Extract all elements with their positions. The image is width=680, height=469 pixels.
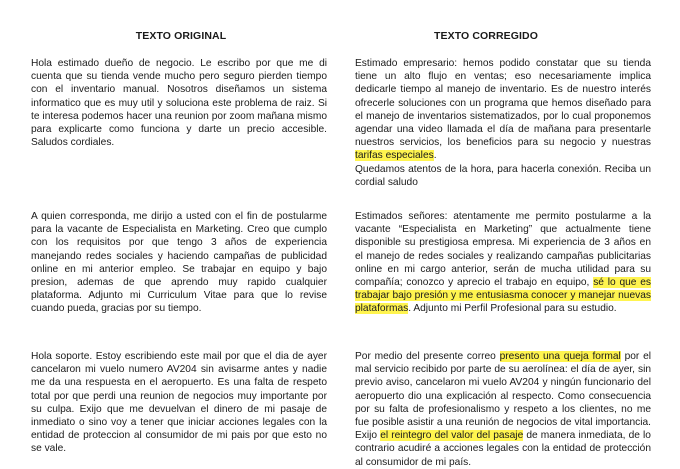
text-segment: Estimados señores: atentamente me permito postularme a la vacante “Especialista en Marketing” que actualmente tiene disponible su prestigiosa empresa. Mi experiencia de 3 años en el manejo de redes sociales y realizando campañas publicitarias online en mi cargo anterior, serán de mucha utilidad para su compañía; conozco y aprecio el trabajo en equipo,: [355, 211, 651, 289]
highlighted-phrase: sé lo que es trabajar bajo presión y me entusiasma conocer y manejar nuevas plataformas: [355, 277, 652, 315]
text-segment: de manera inmediata, de lo contrario acudiré a acciones legales con la entidad de protección al consumidor de mi país.: [355, 430, 651, 468]
text-segment: . Adjunto mi Perfil Profesional para su estudio.: [408, 303, 617, 315]
original-text-3: Hola soporte. Estoy escribiendo este mail por que el dia de ayer cancelaron mi vuelo numero AV204 sin avisarme antes y nadie me da una respuesta en el aeropuerto. Es una falta de respeto total por que perdi una reunion de negocios muy importante por su culpa. Exijo que me devuelvan el dinero de mi pasaje de inmediato o sino voy a tener que iniciar acciones legales con la entidad de proteccion al consumidor de mi pais por que esto no se vale.: [31, 351, 327, 455]
highlighted-phrase: presento una queja formal: [499, 351, 621, 362]
original-text-2: A quien corresponda, me dirijo a usted con el fin de postularme para la vacante de Especialista en Marketing. Creo que cumplo con los requisitos por que tengo 3 años de experiencia manejando redes sociales y haciendo campañas de publicidad online en mi anterior empleo. Se trabajar en equipo y bajo presion, ademas de que aprendo muy rapido cualquier plataforma. Adjunto mi Curriculum Vitae para que lo revise cuando pueda, gracias por su tiempo.: [31, 211, 327, 315]
text-segment: Estimado empresario: hemos podido constatar que su tienda tiene un alto flujo en ventas; eso necesariamente implica dedicarle tiempo al manejo de inventario. Es de nuestro interés ofrecerle soluciones con un programa que hemos diseñado para el manejo de inventarios sistematizados, por lo cual proponemos agendar una video llamada el día de mañana para presentarle nuestros servicios, los beneficios para su negocio y nuestras: [355, 58, 651, 149]
original-text-1: Hola estimado dueño de negocio. Le escribo por que me di cuenta que su tienda vende mucho pero seguro pierden tiempo con el inventario manual. Nosotros diseñamos un sistema informatico que es muy util y soluciona este problema de raiz. Si te interesa podemos hacer una reunion por zoom mañana mismo para explicarte como funciona y darte un precio accesible. Saludos cordiales.: [31, 58, 327, 149]
text-segment: Por medio del presente correo: [355, 351, 500, 362]
corrected-text-2: [355, 210, 651, 316]
text-segment: .: [433, 150, 437, 162]
corrected-text-3: [355, 350, 651, 469]
highlighted-phrase: tarifas especiales: [355, 150, 434, 162]
heading-corrected: TEXTO CORREGIDO: [434, 30, 538, 42]
heading-original: TEXTO ORIGINAL: [135, 30, 227, 42]
text-segment: por el mal servicio recibido por parte de su aerolínea: el día de ayer, sin previo aviso, cancelaron mi vuelo AV204 y ningún funcionario del aeropuerto dio una explicación al respecto. Como consecuencia por su falta de profesionalismo y respeto a los clientes, no me fue posible asistir a una reunión de negocios de vital importancia. Exijo: [355, 351, 651, 442]
corrected-text-1: [355, 57, 651, 189]
text-segment: Quedamos atentos de la hora, para hacerla conexión. Reciba un cordial saludo: [355, 163, 651, 188]
highlighted-phrase: el reintegro del valor del pasaje: [380, 430, 524, 442]
